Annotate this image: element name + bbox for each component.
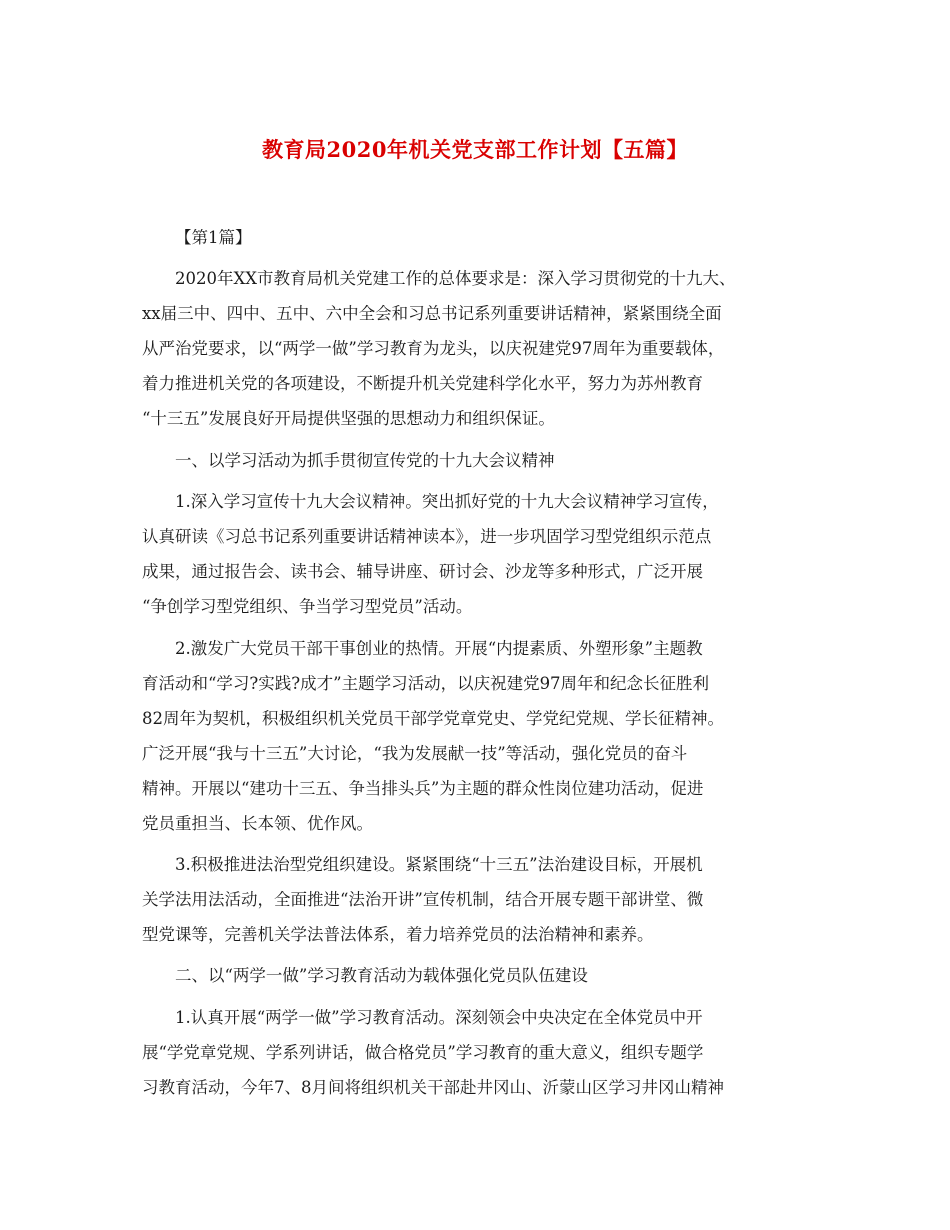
paragraph-line: “十三五”发展良好开局提供坚强的思想动力和组织保证。 bbox=[142, 409, 555, 429]
paragraph-line: 2.激发广大党员干部干事创业的热情。开展“内提素质、外塑形象”主题教 bbox=[175, 638, 703, 658]
paragraph-line: 习教育活动，今年7、8月间将组织机关干部赴井冈山、沂蒙山区学习井冈山精神 bbox=[142, 1077, 724, 1097]
paragraph-line: 着力推进机关党的各项建设，不断提升机关党建科学化水平，努力为苏州教育 bbox=[142, 374, 703, 394]
paragraph-line: 2020年XX市教育局机关党建工作的总体要求是：深入学习贯彻党的十九大、 bbox=[175, 269, 736, 289]
paragraph-line: 3.积极推进法治型党组织建设。紧紧围绕“十三五”法治建设目标，开展机 bbox=[175, 854, 703, 874]
paragraph-line: 精神。开展以“建功十三五、争当排头兵”为主题的群众性岗位建功活动，促进 bbox=[142, 778, 704, 798]
paragraph-line: 展“学党章党规、学系列讲话，做合格党员”学习教育的重大意义，组织专题学 bbox=[142, 1042, 704, 1062]
paragraph-line: 型党课等，完善机关学法普法体系，着力培养党员的法治精神和素养。 bbox=[142, 924, 654, 944]
paragraph-line: 1.深入学习宣传十九大会议精神。突出抓好党的十九大会议精神学习宣传， bbox=[175, 492, 719, 512]
paragraph-line: 广泛开展“我与十三五”大讨论，“我为发展献一技”等活动，强化党员的奋斗 bbox=[142, 743, 688, 763]
document-body bbox=[142, 220, 812, 1111]
paragraph-line: 成果，通过报告会、读书会、辅导讲座、研讨会、沙龙等多种形式，广泛开展 bbox=[142, 562, 703, 582]
paragraph-line: 二、以“两学一做”学习教育活动为载体强化党员队伍建设 bbox=[175, 966, 588, 986]
paragraph bbox=[142, 847, 812, 952]
paragraph-line: xx届三中、四中、五中、六中全会和习总书记系列重要讲话精神，紧紧围绕全面 bbox=[142, 304, 722, 324]
paragraph-line: 82周年为契机，积极组织机关党员干部学党章党史、学党纪党规、学长征精神。 bbox=[142, 708, 724, 728]
paragraph-line: 党员重担当、长本领、优作风。 bbox=[142, 813, 373, 833]
paragraph bbox=[142, 958, 812, 993]
paragraph bbox=[142, 261, 812, 436]
paragraph bbox=[142, 631, 812, 841]
paragraph-line: 认真研读《习总书记系列重要讲话精神读本》，进一步巩固学习型党组织示范点 bbox=[142, 527, 712, 547]
paragraph-line: 关学法用法活动，全面推进“法治开讲”宣传机制，结合开展专题干部讲堂、微 bbox=[142, 889, 704, 909]
paragraph-line: 育活动和“学习?实践?成才”主题学习活动，以庆祝建党97周年和纪念长征胜利 bbox=[142, 673, 710, 693]
paragraph bbox=[142, 443, 812, 478]
paragraph-line: “争创学习型党组织、争当学习型党员”活动。 bbox=[142, 597, 473, 617]
document-title: 教育局2020年机关党支部工作计划【五篇】 bbox=[262, 137, 688, 162]
paragraph bbox=[142, 220, 812, 255]
paragraph-line: 【第1篇】 bbox=[175, 228, 252, 247]
paragraph bbox=[142, 484, 812, 624]
paragraph bbox=[142, 1000, 812, 1105]
paragraph-line: 1.认真开展“两学一做”学习教育活动。深刻领会中央决定在全体党员中开 bbox=[175, 1007, 703, 1027]
paragraph-line: 从严治党要求，以“两学一做”学习教育为龙头，以庆祝建党97周年为重要载体， bbox=[142, 339, 725, 359]
paragraph-line: 一、以学习活动为抓手贯彻宣传党的十九大会议精神 bbox=[175, 450, 555, 470]
